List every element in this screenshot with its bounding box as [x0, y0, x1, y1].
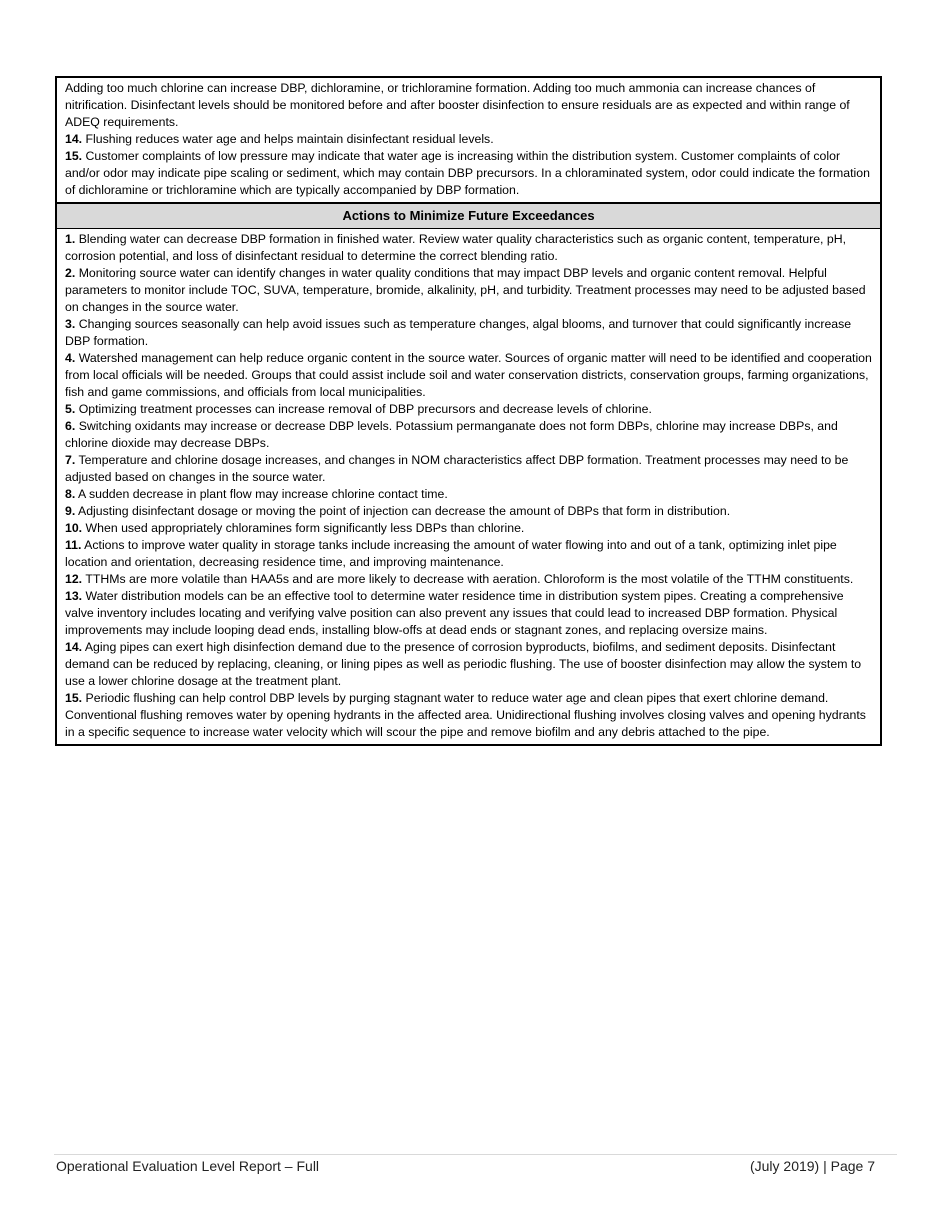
item-number: 8. — [65, 487, 76, 501]
list-item — [65, 350, 873, 401]
item-text: Adjusting disinfectant dosage or moving the point of injection can decrease the amount of DBPs that form in distribution. — [78, 504, 731, 518]
actions-section — [57, 229, 880, 744]
item-text: Actions to improve water quality in storage tanks include increasing the amount of water flowing into and out of a tank, optimizing inlet pipe location and orientation, decreasing residence time, and improving maintenance. — [65, 538, 837, 569]
list-item — [65, 520, 873, 537]
item-text: Blending water can decrease DBP formation in finished water. Review water quality characteristics such as organic content, temperature, pH, corrosion potential, and loss of disinfectant residual to determine the correct blending ratio. — [65, 232, 847, 263]
footer-page-number: (July 2019) | Page 7 — [749, 1158, 875, 1174]
list-item — [65, 418, 873, 452]
item-text: Customer complaints of low pressure may indicate that water age is increasing within the distribution system. Customer complaints of color and/or odor may indicate pipe scaling or sediment, which may contain DBP precursors. In a chloraminated system, odor could indicate the formation of dichloramine or trichloramine which are typically accompanied by DBP formation. — [65, 149, 870, 197]
continued-section — [57, 78, 880, 202]
list-item — [65, 452, 873, 486]
item-number: 15. — [65, 149, 83, 163]
item-number: 5. — [65, 402, 76, 416]
item-number: 14. — [65, 132, 83, 146]
item-number: 4. — [65, 351, 76, 365]
item-text: Temperature and chlorine dosage increases, and changes in NOM characteristics affect DBP formation. Treatment processes may need to be adjusted based on changes in the source water. — [65, 453, 849, 484]
list-item — [65, 588, 873, 639]
item-number: 15. — [65, 691, 83, 705]
item-text: When used appropriately chloramines form significantly less DBPs than chlorine. — [85, 521, 525, 535]
item-number: 6. — [65, 419, 76, 433]
list-item — [65, 639, 873, 690]
item-number: 2. — [65, 266, 76, 280]
item-number: 7. — [65, 453, 76, 467]
item-text: Aging pipes can exert high disinfection demand due to the presence of corrosion byproducts, biofilms, and sediment deposits. Disinfectant demand can be reduced by replacing, cleaning, or lining pipes as well as periodic flushing. The use of booster disinfection may allow the system to use a lower chlorine dosage at the treatment plant. — [65, 640, 862, 688]
section-header: Actions to Minimize Future Exceedances — [57, 202, 880, 229]
list-item — [65, 131, 873, 148]
list-item — [65, 148, 873, 199]
document-table — [55, 76, 882, 746]
list-item — [65, 265, 873, 316]
item-text: Water distribution models can be an effective tool to determine water residence time in distribution system pipes. Creating a comprehensive valve inventory includes locating and verifying valve position can also prevent any issues that could lead to increased DBP formation. Physical improvements may include looping dead ends, installing blow-offs at dead ends or stagnant zones, and replacing oversize mains. — [65, 589, 844, 637]
item-number: 1. — [65, 232, 76, 246]
list-item — [65, 316, 873, 350]
item-number: 11. — [65, 538, 82, 552]
item-number: 13. — [65, 589, 83, 603]
list-item — [65, 537, 873, 571]
list-item — [65, 690, 873, 741]
item-text: Changing sources seasonally can help avoid issues such as temperature changes, algal blooms, and turnover that could significantly increase DBP formation. — [65, 317, 852, 348]
item-text: Monitoring source water can identify changes in water quality conditions that may impact DBP levels and organic content removal. Helpful parameters to monitor include TOC, SUVA, temperature, bromide, alkalinity, pH, and turbidity. Treatment processes may need to be adjusted based on changes in the source water. — [65, 266, 866, 314]
item-text: Watershed management can help reduce organic content in the source water. Sources of organic matter will need to be identified and cooperation from local officials will be needed. Groups that could assist include soil and water conservation districts, conservation groups, farming organizations, fish and game commissions, and officials from local municipalities. — [65, 351, 872, 399]
list-item — [65, 486, 873, 503]
item-number: 3. — [65, 317, 76, 331]
item-text: Flushing reduces water age and helps maintain disinfectant residual levels. — [85, 132, 494, 146]
footer-divider — [54, 1154, 897, 1155]
item-number: 14. — [65, 640, 83, 654]
footer-title: Operational Evaluation Level Report – Full — [56, 1158, 320, 1174]
list-item — [65, 503, 873, 520]
item-text: Switching oxidants may increase or decrease DBP levels. Potassium permanganate does not form DBPs, chlorine may increase DBPs, and chlorine dioxide may decrease DBPs. — [65, 419, 838, 450]
item-text: A sudden decrease in plant flow may increase chlorine contact time. — [78, 487, 448, 501]
item-text: Periodic flushing can help control DBP levels by purging stagnant water to reduce water age and clean pipes that exert chlorine demand. Conventional flushing removes water by opening hydrants in the affected area. Unidirectional flushing involves closing valves and opening hydrants in a specific sequence to increase water velocity which will scour the pipe and remove biofilm and any debris attached to the pipe. — [65, 691, 866, 739]
list-item — [65, 401, 873, 418]
item-number: 9. — [65, 504, 76, 518]
item-text: TTHMs are more volatile than HAA5s and are more likely to decrease with aeration. Chloroform is the most volatile of the TTHM constituents. — [85, 572, 854, 586]
list-item — [65, 571, 873, 588]
item-number: 10. — [65, 521, 83, 535]
item-text: Optimizing treatment processes can increase removal of DBP precursors and decrease levels of chlorine. — [78, 402, 652, 416]
item-number: 12. — [65, 572, 83, 586]
list-item — [65, 231, 873, 265]
continued-intro: Adding too much chlorine can increase DBP, dichloramine, or trichloramine formation. Adding too much ammonia can increase chances of nitrification. Disinfectant levels should be monitored before and after booster disinfection to ensure residuals are as expected and within range of ADEQ requirements. — [65, 81, 850, 129]
